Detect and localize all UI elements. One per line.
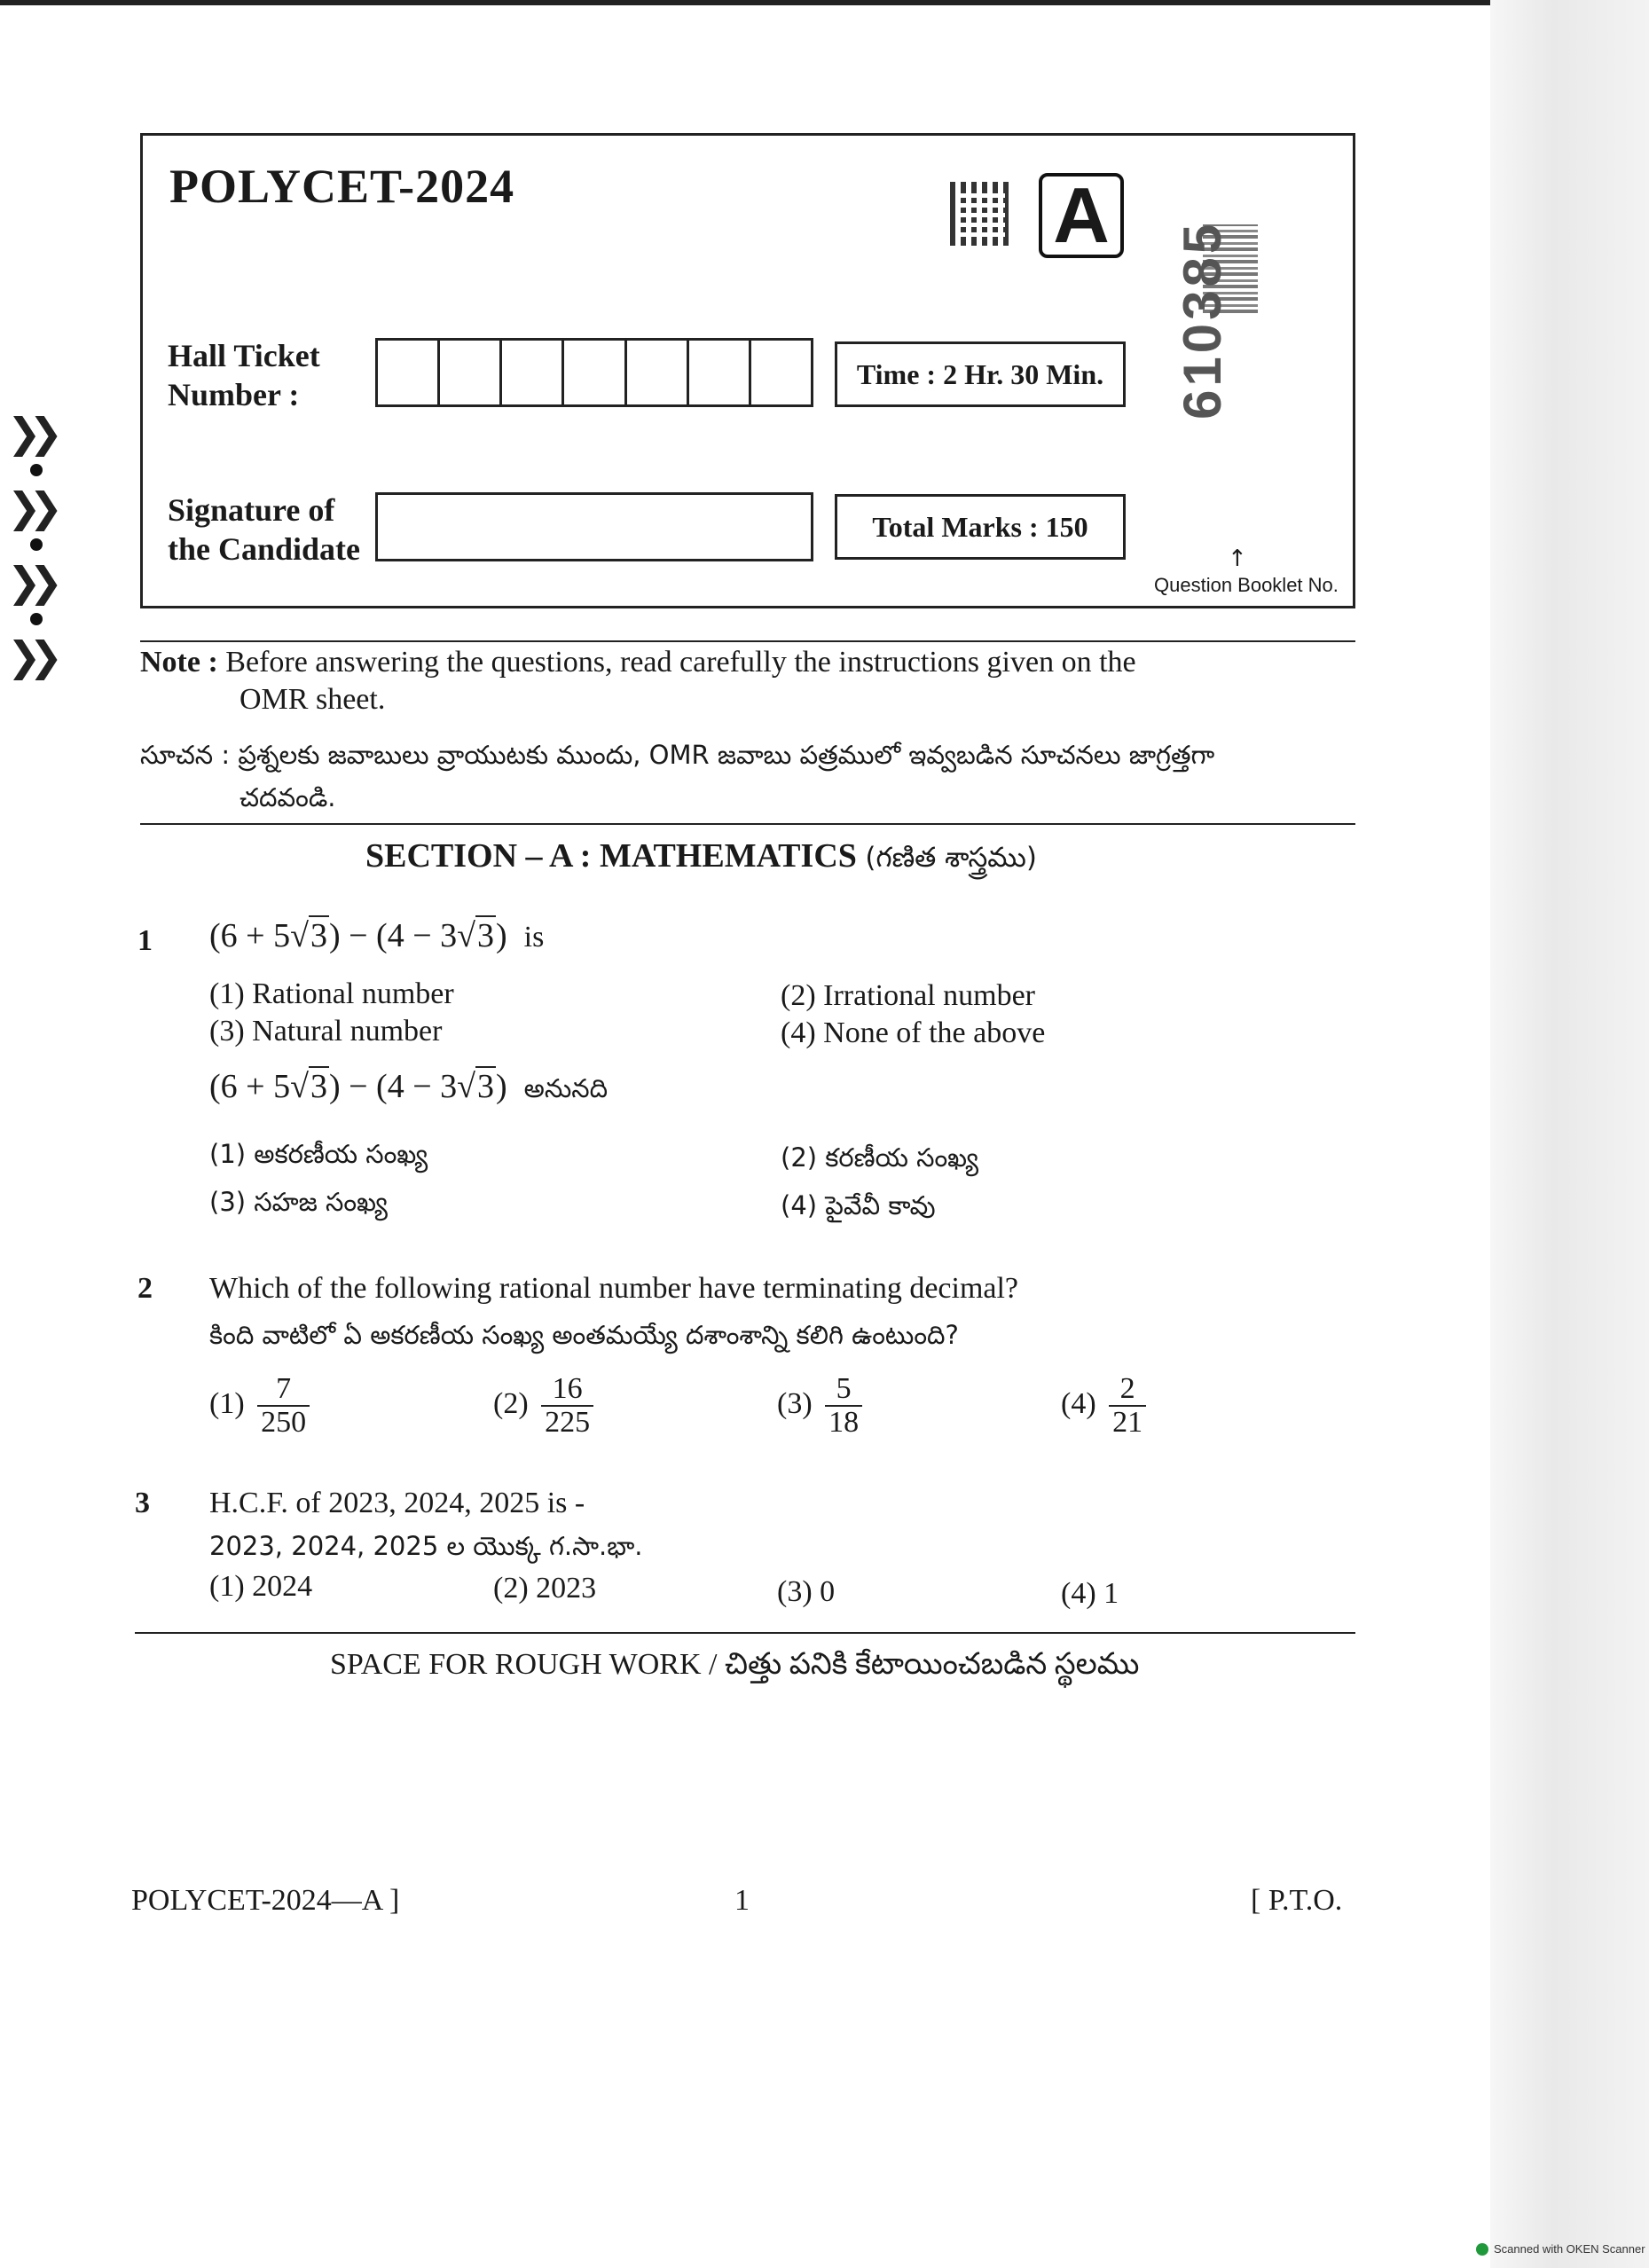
hall-ticket-label: Hall Ticket Number : [168,338,320,412]
dot-icon [30,464,43,476]
fraction: $\frac{5}{18}$ [825,1373,862,1439]
dot-icon [30,538,43,551]
q2-text-te: కింది వాటిలో ఏ అకరణీయ సంఖ్య అంతమయ్యే దశాంశాన్ని కలిగి ఉంటుంది? [209,1320,959,1350]
q2-option-2[interactable]: (2) $\frac{16}{225}$ [493,1373,599,1439]
paper-edge-shadow [1490,0,1649,2268]
section-title: SECTION – A : MATHEMATICS (గణిత శాస్త్రము) [365,837,1037,875]
booklet-number: 610385 [1173,220,1232,420]
question-number: 2 [137,1272,153,1305]
chevron-right-icon: ❯❯ [7,632,51,680]
fraction: $\frac{7}{250}$ [257,1373,310,1439]
q3-text-te: 2023, 2024, 2025 ల యొక్క గ.సా.భా. [209,1531,643,1561]
divider [140,640,1355,642]
q3-option-2[interactable]: (2) 2023 [493,1572,597,1605]
q1-te-option-1[interactable]: (1) అకరణీయ సంఖ్య [209,1139,428,1169]
signature-box[interactable] [375,492,813,561]
q2-text-en: Which of the following rational number have terminating decimal? [209,1272,1019,1305]
fraction: $\frac{16}{225}$ [541,1373,593,1439]
q1-option-1[interactable]: (1) Rational number [209,977,454,1010]
arrow-up-icon: ↑ [1228,545,1247,572]
hall-ticket-number-grid[interactable] [375,338,813,407]
chevron-right-icon: ❯❯ [7,409,51,457]
note-en-line2: OMR sheet. [239,683,386,716]
footer-code: POLYCET-2024—A ] [131,1884,400,1917]
exam-title: POLYCET-2024 [169,160,515,213]
ticket-digit-box[interactable] [440,341,502,404]
q1-te-option-3[interactable]: (3) సహజ సంఖ్య [209,1187,388,1217]
pto-label: [ P.T.O. [1251,1884,1343,1917]
ticket-digit-box[interactable] [378,341,440,404]
ticket-digit-box[interactable] [689,341,751,404]
q1-te-option-2[interactable]: (2) కరణీయ సంఖ్య [781,1142,979,1173]
note-te-line2: చదవండి. [239,782,336,812]
ticket-digit-box[interactable] [751,341,811,404]
question-number: 3 [135,1487,150,1519]
booklet-set-badge: A [1039,173,1124,258]
note-en: Note : Before answering the questions, read carefully the instructions given on the [140,646,1136,679]
q3-option-1[interactable]: (1) 2024 [209,1570,313,1603]
scanner-badge: Scanned with OKEN Scanner [1476,2242,1645,2256]
q1-te-option-4[interactable]: (4) పైవేవీ కావు [781,1190,936,1220]
q1-expression-te: (6 + 5√3) − (4 − 3√3) అనునది [209,1068,609,1105]
ticket-digit-box[interactable] [564,341,626,404]
q2-option-1[interactable]: (1) $\frac{7}{250}$ [209,1373,315,1439]
bleed-through-text [222,213,229,243]
q2-option-4[interactable]: (4) $\frac{2}{21}$ [1061,1373,1151,1439]
note-te: సూచన : ప్రశ్నలకు జవాబులు వ్రాయుటకు ముందు, OMR జవాబు పత్రములో ఇవ్వబడిన సూచనలు జాగ్రత్తగా [140,740,1215,770]
chevron-right-icon: ❯❯ [7,558,51,606]
top-edge [0,0,1649,5]
q1-option-4[interactable]: (4) None of the above [781,1016,1046,1049]
q3-text-en: H.C.F. of 2023, 2024, 2025 is - [209,1487,585,1519]
signature-label: Signature of the Candidate [168,492,361,567]
fraction: $\frac{2}{21}$ [1109,1373,1146,1439]
q3-option-3[interactable]: (3) 0 [777,1575,836,1608]
q1-option-3[interactable]: (3) Natural number [209,1015,443,1048]
dot-icon [30,613,43,625]
q1-option-2[interactable]: (2) Irrational number [781,979,1035,1012]
q1-expression: (6 + 5√3) − (4 − 3√3) is [209,917,545,954]
time-box: Time : 2 Hr. 30 Min. [835,341,1126,407]
total-marks-box: Total Marks : 150 [835,494,1126,560]
chevron-right-icon: ❯❯ [7,483,51,531]
rough-work-label: SPACE FOR ROUGH WORK / చిత్తు పనికి కేటాయించబడిన స్థలము [330,1648,1140,1681]
booklet-number-label: Question Booklet No. [1154,574,1339,596]
ticket-digit-box[interactable] [502,341,564,404]
q3-option-4[interactable]: (4) 1 [1061,1577,1119,1610]
q2-option-3[interactable]: (3) $\frac{5}{18}$ [777,1373,868,1439]
question-number: 1 [137,924,153,957]
ticket-digit-box[interactable] [627,341,689,404]
page-number: 1 [734,1884,750,1917]
qr-code-icon [950,182,1014,246]
divider [135,1632,1355,1634]
left-margin-marks [7,409,60,680]
scanner-logo-icon [1476,2243,1488,2256]
divider [140,823,1355,825]
header-box [140,133,1355,608]
